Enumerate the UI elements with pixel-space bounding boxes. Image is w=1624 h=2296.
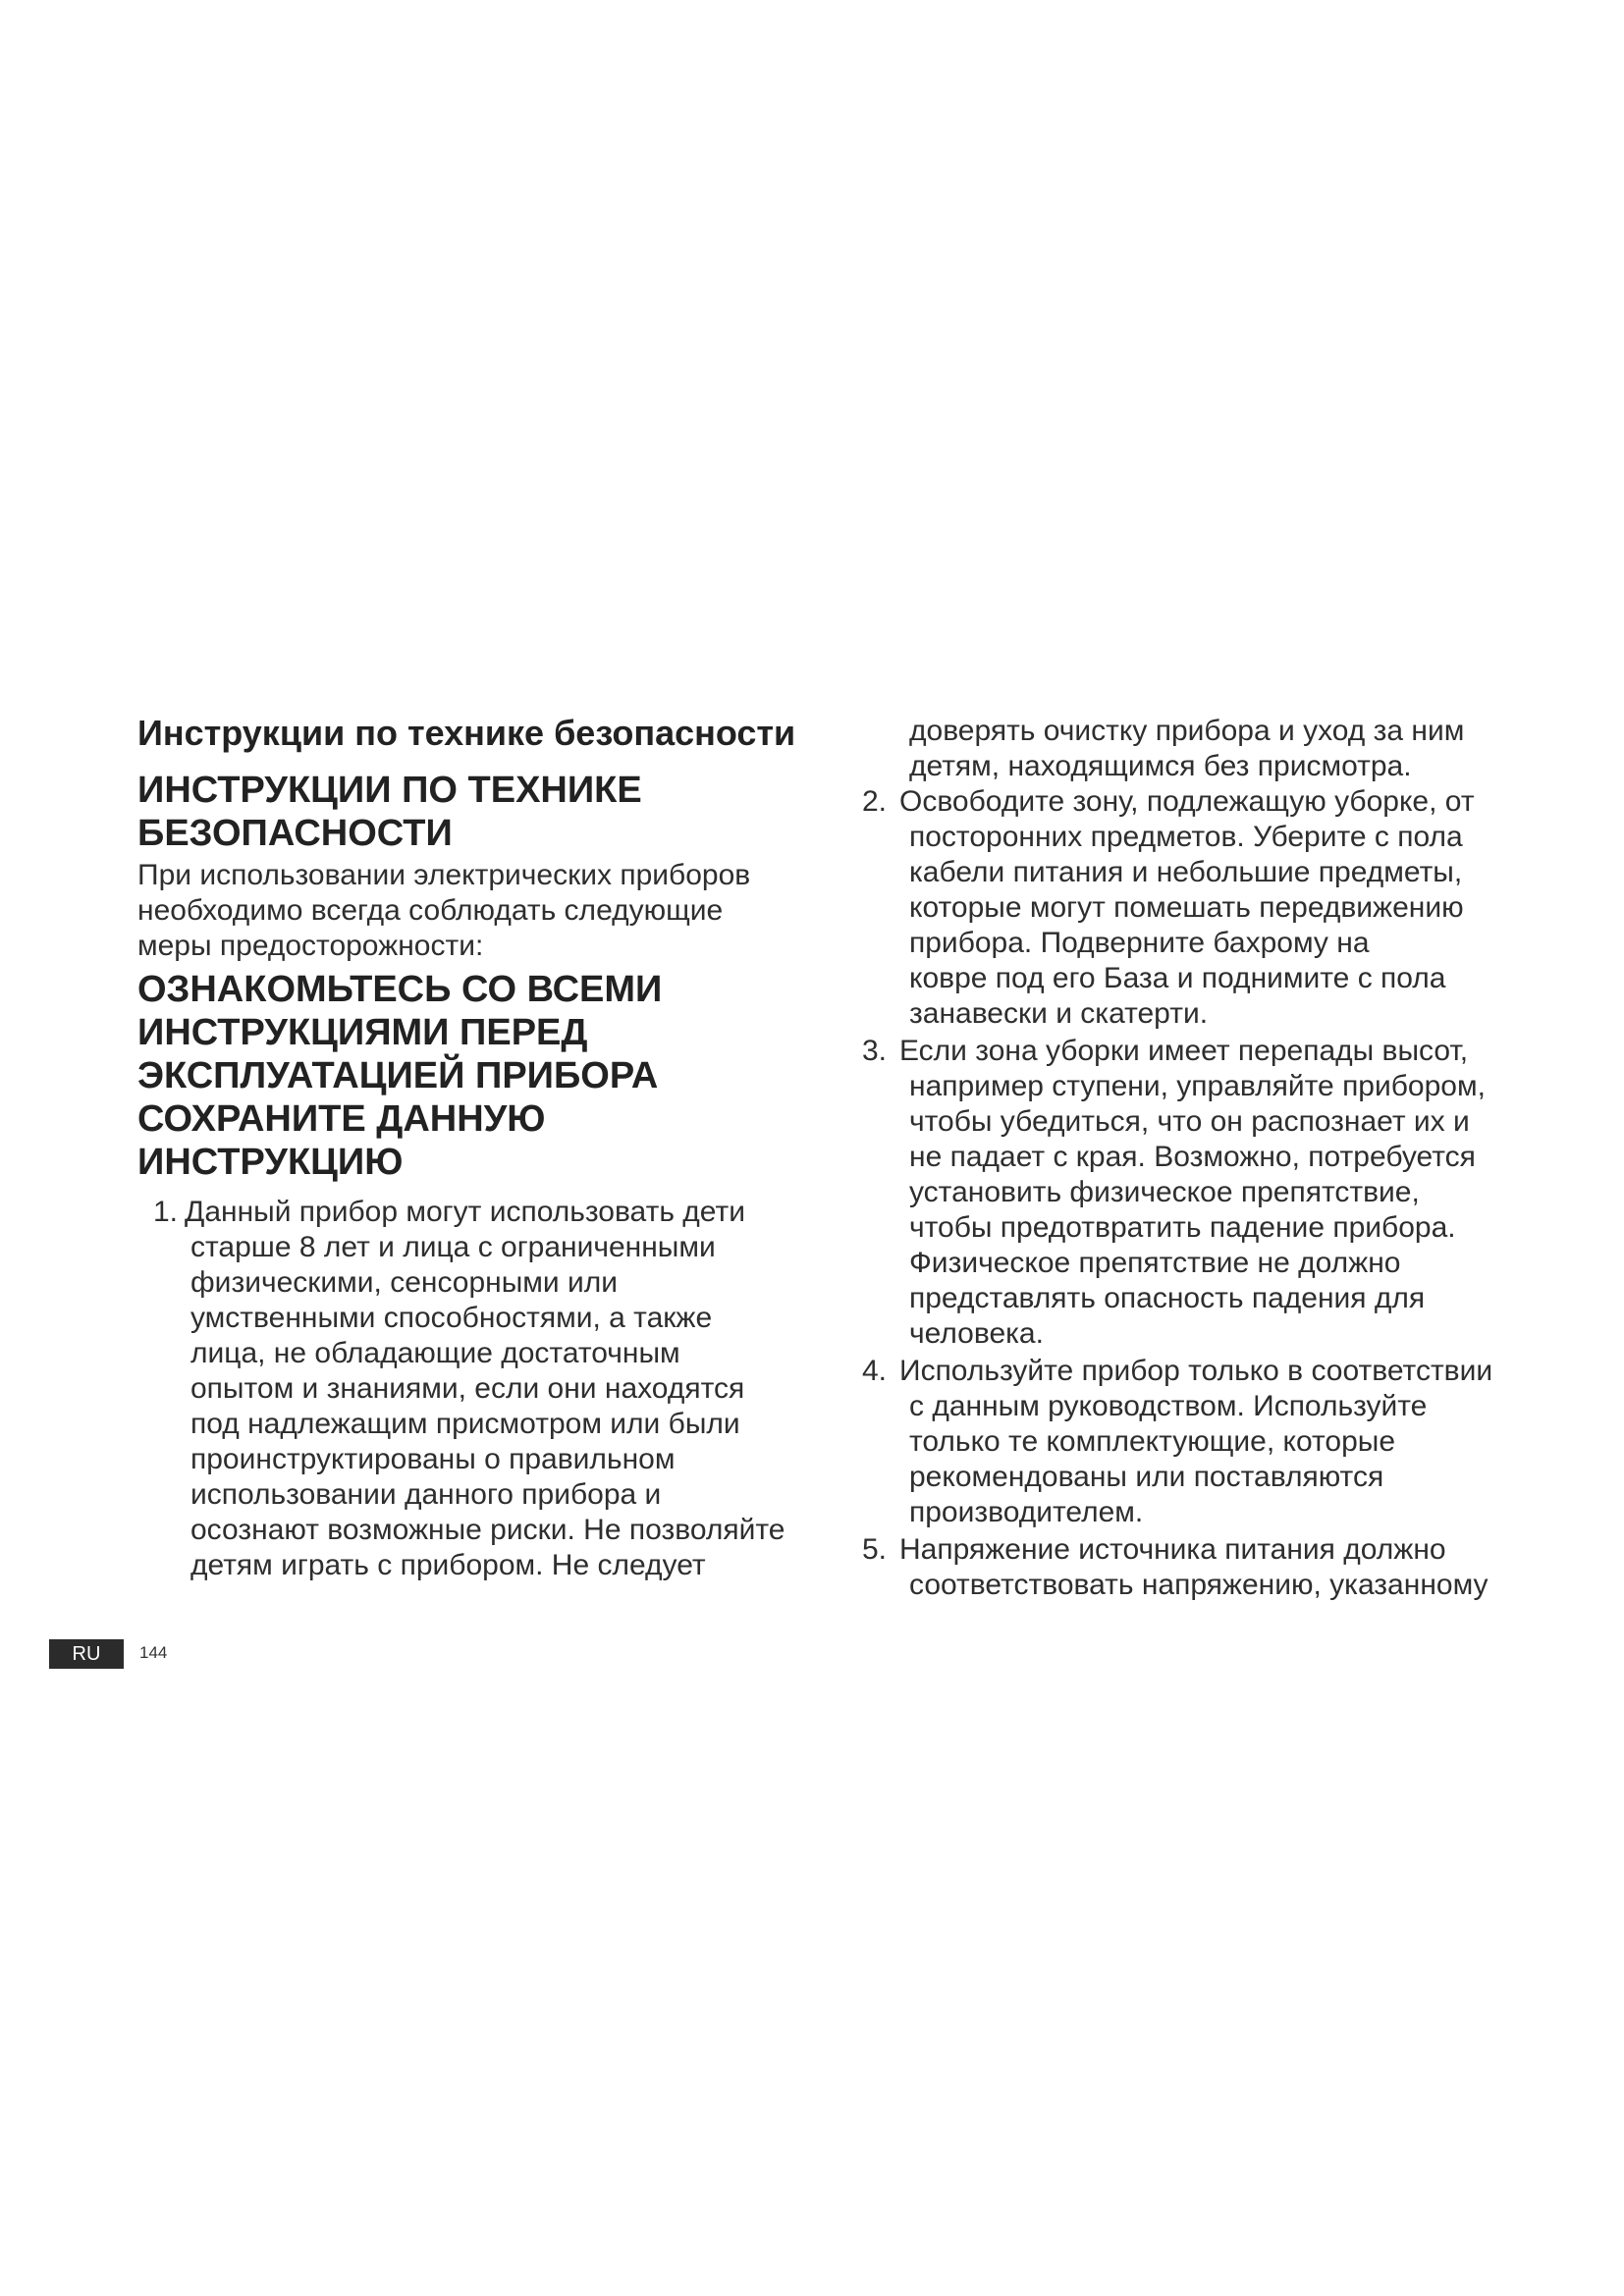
item-1-number: 1. (153, 1196, 179, 1228)
heading-safety-line-2: БЕЗОПАСНОСТИ (137, 813, 453, 854)
language-badge: RU (49, 1639, 124, 1669)
item-2-line-5: прибора. Подверните бахрому на (909, 927, 1370, 959)
warning-heading-line-3: ЭКСПЛУАТАЦИЕЙ ПРИБОРА (137, 1055, 659, 1096)
item-4-line-2: с данным руководством. Используйте (909, 1390, 1428, 1422)
item-4-line-5: производителем. (909, 1496, 1144, 1528)
warning-heading-line-2: ИНСТРУКЦИЯМИ ПЕРЕД (137, 1012, 588, 1053)
intro-line-2: необходимо всегда соблюдать следующие (137, 894, 724, 927)
item-4-number: 4. (862, 1355, 888, 1387)
item-3-line-3: чтобы убедиться, что он распознает их и (909, 1105, 1470, 1138)
item-1-line-6: опытом и знаниями, если они находятся (190, 1372, 745, 1405)
warning-heading-line-4: СОХРАНИТЕ ДАННУЮ (137, 1098, 546, 1140)
item-4-line-4: рекомендованы или поставляются (909, 1461, 1384, 1493)
item-2-number: 2. (862, 785, 888, 818)
item-1-line-10: осознают возможные риски. Не позволяйте (190, 1514, 785, 1546)
item-2-line-1: Освободите зону, подлежащую уборке, от (899, 785, 1475, 818)
item-1-cont-line-1: доверять очистку прибора и уход за ним (909, 715, 1465, 747)
page-number: 144 (139, 1643, 168, 1662)
item-1-cont-line-2: детям, находящимся без присмотра. (909, 750, 1412, 782)
item-3-line-5: установить физическое препятствие, (909, 1176, 1420, 1208)
item-5-line-1: Напряжение источника питания должно (899, 1533, 1446, 1566)
heading-safety-line-1: ИНСТРУКЦИИ ПО ТЕХНИКЕ (137, 770, 642, 811)
item-1-line-3: физическими, сенсорными или (190, 1266, 619, 1299)
warning-heading-line-5: ИНСТРУКЦИЮ (137, 1142, 404, 1183)
item-2-line-6: ковре под его База и поднимите с пола (909, 962, 1446, 994)
item-1-line-1: Данный прибор могут использовать дети (185, 1196, 745, 1228)
item-2-line-7: занавески и скатерти. (909, 997, 1209, 1030)
section-title: Инструкции по технике безопасности (137, 713, 796, 753)
item-3-line-6: чтобы предотвратить падение прибора. (909, 1211, 1456, 1244)
item-3-line-7: Физическое препятствие не должно (909, 1247, 1401, 1279)
item-1-line-2: старше 8 лет и лица с ограниченными (190, 1231, 716, 1263)
item-5-number: 5. (862, 1533, 888, 1566)
item-1-line-7: под надлежащим присмотром или были (190, 1408, 740, 1440)
item-3-line-1: Если зона уборки имеет перепады высот, (899, 1035, 1469, 1067)
item-3-line-2: например ступени, управляйте прибором, (909, 1070, 1486, 1102)
item-2-line-3: кабели питания и небольшие предметы, (909, 856, 1463, 888)
item-2-line-4: которые могут помешать передвижению (909, 891, 1464, 924)
item-4-line-3: только те комплектующие, которые (909, 1425, 1396, 1458)
item-2-line-2: посторонних предметов. Уберите с пола (909, 821, 1463, 853)
item-5-line-2: соответствовать напряжению, указанному (909, 1569, 1489, 1601)
item-3-line-8: представлять опасность падения для (909, 1282, 1426, 1314)
warning-heading-line-1: ОЗНАКОМЬТЕСЬ СО ВСЕМИ (137, 969, 663, 1010)
item-1-line-4: умственными способностями, а также (190, 1302, 713, 1334)
item-1-line-9: использовании данного прибора и (190, 1478, 662, 1511)
item-3-number: 3. (862, 1035, 888, 1067)
intro-line-1: При использовании электрических приборов (137, 859, 751, 891)
item-3-line-9: человека. (909, 1317, 1044, 1350)
item-3-line-4: не падает с края. Возможно, потребуется (909, 1141, 1476, 1173)
item-1-line-11: детям играть с прибором. Не следует (190, 1549, 706, 1581)
item-1-line-8: проинструктированы о правильном (190, 1443, 676, 1475)
intro-line-3: меры предосторожности: (137, 930, 484, 962)
item-1-line-5: лица, не обладающие достаточным (190, 1337, 680, 1369)
item-4-line-1: Используйте прибор только в соответствии (899, 1355, 1493, 1387)
